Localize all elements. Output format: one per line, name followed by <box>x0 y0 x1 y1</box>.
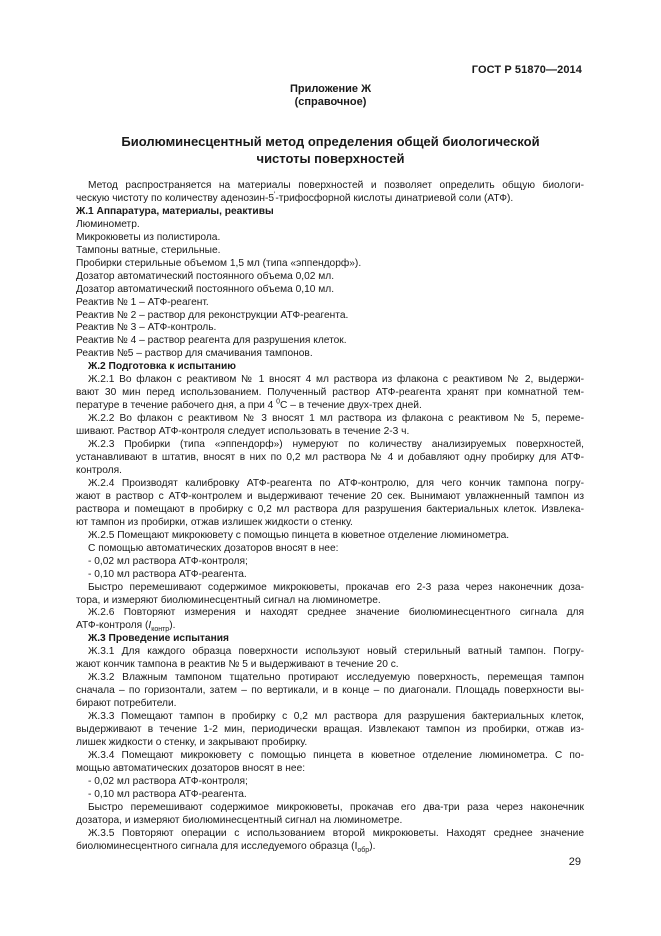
list-item: Дозатор автоматический постоянного объема 0,10 мл. <box>76 283 335 295</box>
paragraph-line: контроля. <box>76 464 122 476</box>
intro-line <box>76 193 584 206</box>
appendix-heading <box>0 83 661 109</box>
paragraph-line: С помощью автоматических дозаторов вносят в нее: <box>88 542 339 554</box>
paragraph-line: шивают. Раствор АТФ-контроля следует использовать в течение 2-3 ч. <box>76 426 410 438</box>
document-title-line-1: Биолюминесцентный метод определения общей биологической <box>121 134 540 149</box>
section-heading-2: Ж.2 Подготовка к испытанию <box>88 361 236 373</box>
intro-line: Метод распространяется на материалы поверхностей и позволяет определить общую биологи- <box>88 180 584 191</box>
list-item: - 0,02 мл раствора АТФ-контроля; <box>88 775 248 787</box>
paragraph-line: вают 30 мин перед использованием. Полученный раствор АТФ-реагента хранят при комнатной тем- <box>76 387 584 399</box>
paragraph-line <box>76 620 584 633</box>
paragraph-line: Ж.2.2 Во флакон с реактивом № 3 вносят 1 мл раствора из флакона с реактивом № 5, переме- <box>88 413 584 425</box>
document-title <box>0 133 661 167</box>
paragraph-line: Ж.2.4 Производят калибровку АТФ-реагента по АТФ-контролю, для чего кончик тампона погру- <box>88 477 584 489</box>
paragraph-line: Ж.2.5 Помещают микрокювету с помощью пинцета в кюветное отделение люминометра. <box>88 529 510 541</box>
list-item: Тампоны ватные, стерильные. <box>76 244 221 256</box>
appendix-title: Приложение Ж <box>289 83 372 95</box>
section-heading-1: Ж.1 Аппаратура, материалы, реактивы <box>76 205 274 217</box>
paragraph-line <box>76 400 584 413</box>
paragraph-line: Быстро перемешивают содержимое микрокюветы, прокачав его два-три раза через наконечник <box>88 801 584 813</box>
superscript: 0 <box>276 398 281 406</box>
paragraph-line: сначала – по горизонтали, затем – по вертикали, и в конце – по диагонали. Площадь поверхности вы- <box>76 685 584 697</box>
text-run: АТФ-контроля ( <box>76 620 149 632</box>
paragraph-line: Ж.2.1 Во флакон с реактивом № 1 вносят 4 мл раствора из флакона с реактивом № 2, выдержи- <box>88 374 584 386</box>
list-item: Дозатор автоматический постоянного объема 0,02 мл. <box>76 270 335 282</box>
text-run: пературе в течение рабочего дня, а при 4 <box>76 400 277 412</box>
list-item: Микрокюветы из полистирола. <box>76 231 221 243</box>
text-run: ). <box>369 840 376 852</box>
text-run: ). <box>169 620 176 632</box>
text-run: -трифосфорной кислоты динатриевой соли (АТФ). <box>275 192 514 204</box>
paragraph-line: лишек жидкости о стенку, и закрывают пробирку. <box>76 736 308 748</box>
list-item: - 0,10 мл раствора АТФ-реагента. <box>88 568 247 580</box>
superscript: ' <box>274 191 276 199</box>
paragraph-line: Ж.2.6 Повторяют измерения и находят среднее значение биолюминесцентного сигнала для <box>88 607 584 619</box>
paragraph-line: выдерживают в течение 1-2 мин, периодически вращая. Извлекают тампон из пробирки, отжав из- <box>76 724 584 736</box>
paragraph-line: жают в раствор с АТФ-контролем и выдерживают течение 20 сек. Вынимают увлажненный тампон из <box>76 490 584 502</box>
paragraph-line: мощью автоматических дозаторов вносят в нее: <box>76 762 306 774</box>
paragraph-line: бирают потребители. <box>76 698 177 710</box>
text-run: С – в течение двух-трех дней. <box>280 400 422 412</box>
standard-number: ГОСТ Р 51870—2014 <box>471 64 582 76</box>
list-item: - 0,02 мл раствора АТФ-контроля; <box>88 555 248 567</box>
paragraph-line: устанавливают в штатив, вносят в них по 0,2 мл раствора № 4 и добавляют одну пробирку для АТФ- <box>76 452 584 464</box>
paragraph-line: раствора и помещают в пробирку с 0,2 мл раствора для разрушения бактериальных клеток. Извлека- <box>76 503 584 515</box>
section-heading-3: Ж.3 Проведение испытания <box>88 633 229 645</box>
list-item: Реактив № 2 – раствор для реконструкции АТФ-реагента. <box>76 309 349 321</box>
paragraph-line: жают кончик тампона в реактив № 5 и выдерживают в течение 20 с. <box>76 659 399 671</box>
paragraph-line: тора, и измеряют биолюминесцентный сигнал на люминометре. <box>76 594 381 606</box>
paragraph-line: ют тампон из пробирки, отжав излишек жидкости о стенку. <box>76 516 353 528</box>
list-item: Реактив №5 – раствор для смачивания тампонов. <box>76 348 313 360</box>
document-title-line-2: чистоты поверхностей <box>256 151 405 166</box>
list-item: Пробирки стерильные объемом 1,5 мл (типа «эппендорф»). <box>76 257 362 269</box>
subscript: контр <box>151 626 170 634</box>
paragraph-line: Ж.3.5 Повторяют операции с использованием второй микрокюветы. Находят среднее значение <box>88 827 584 839</box>
list-item: Люминометр. <box>76 218 140 230</box>
paragraph-line <box>76 841 584 854</box>
document-body <box>76 180 584 854</box>
list-item: Реактив № 3 – АТФ-контроль. <box>76 322 217 334</box>
italic-run: I <box>148 620 152 632</box>
text-run: биолюминесцентного сигнала для исследуемого образца (I <box>76 840 358 852</box>
paragraph-line: Ж.2.3 Пробирки (типа «эппендорф») нумеруют по количеству анализируемых поверхностей, <box>88 439 584 451</box>
subscript: обр <box>357 846 370 854</box>
paragraph-line: Ж.3.2 Влажным тампоном тщательно протирают исследуемую поверхность, перемещая тампон <box>88 672 584 684</box>
list-item: Реактив № 4 – раствор реагента для разрушения клеток. <box>76 335 347 347</box>
page-number: 29 <box>568 856 581 868</box>
appendix-subtitle: (справочное) <box>294 96 367 108</box>
paragraph-line: Ж.3.3 Помещают тампон в пробирку с 0,2 мл раствора для разрушения бактериальных клеток, <box>88 711 584 723</box>
list-item: Реактив № 1 – АТФ-реагент. <box>76 296 209 308</box>
text-run: ческую чистоту по количеству аденозин-5 <box>76 192 274 204</box>
paragraph-line: Ж.3.1 Для каждого образца поверхности используют новый стерильный ватный тампон. Погру- <box>88 646 584 658</box>
paragraph-line: дозатора, и измеряют биолюминесцентный сигнал на люминометре. <box>76 814 403 826</box>
paragraph-line: Ж.3.4 Помещают микрокювету с помощью пинцета в кюветное отделение люминометра. С по- <box>88 749 584 761</box>
paragraph-line: Быстро перемешивают содержимое микрокюветы, прокачав его 2-3 раза через наконечник доза- <box>88 581 584 593</box>
list-item: - 0,10 мл раствора АТФ-реагента. <box>88 788 247 800</box>
